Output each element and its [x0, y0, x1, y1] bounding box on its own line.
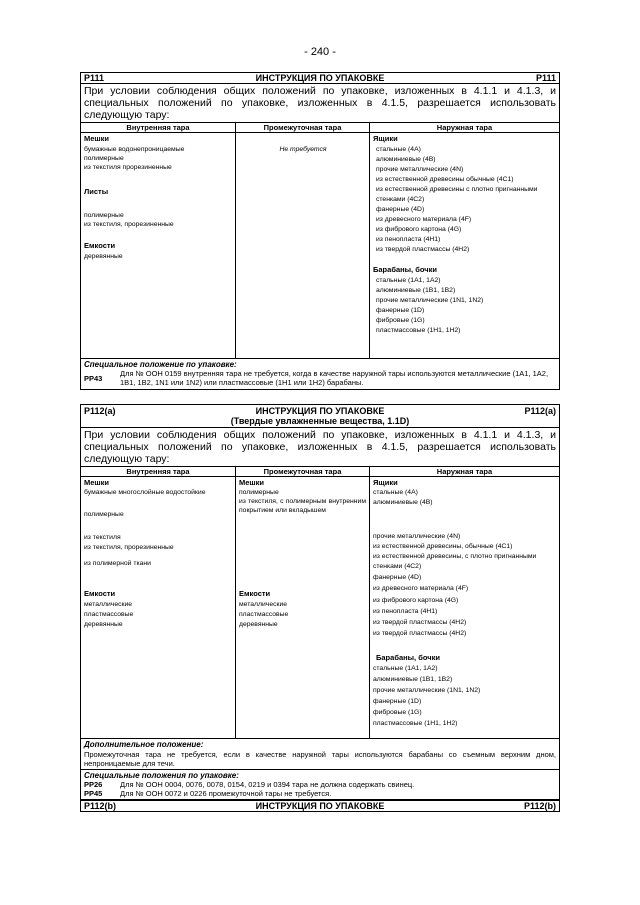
list-item: полимерные	[239, 489, 279, 496]
list-item: бумажные водонепроницаемые	[84, 146, 185, 153]
list-item: фанерные (1D)	[373, 698, 422, 705]
p112b-code-left: P112(b)	[84, 801, 117, 811]
provision-code: PP26	[84, 780, 103, 789]
p111-inner-receptacles-title: Емкости	[84, 241, 116, 250]
p112a-special-pp45	[81, 789, 559, 798]
p111-code-right: P111	[535, 73, 556, 83]
p112a-col-inner: Внутренняя тара	[81, 467, 236, 476]
p111-col-inner: Внутренняя тара	[81, 123, 236, 132]
p112a-inner-cell	[81, 477, 236, 738]
p112a-header	[81, 405, 559, 428]
list-item: деревянные	[239, 621, 278, 628]
list-item: металлические	[84, 601, 133, 608]
p112a-additional-text: Промежуточная тара не требуется, если в качестве наружной тары используются барабаны со съемным верхним дном, непроницаемые для течи.	[84, 750, 556, 768]
p112a-additional-section	[81, 739, 559, 770]
provision-text: Для № ООН 0004, 0076, 0078, 0154, 0219 и 0394 тара не должна содержать свинец.	[120, 780, 415, 789]
list-item: бумажные многослойные водостойкие	[84, 489, 206, 496]
p112b-title: ИНСТРУКЦИЯ ПО УПАКОВКЕ	[255, 801, 385, 811]
p111-intro: При условии соблюдения общих положений по упаковке, изложенных в 4.1.1 и 4.1.3, и специальных положений по упаковке, изложенных в 4.1.5, разрешается использовать следующую тару:	[81, 84, 559, 123]
p111-body	[81, 133, 559, 359]
p112a-subtitle: (Твердые увлажненные вещества, 1.1D)	[230, 416, 410, 426]
p111-inner-sheets-title: Листы	[84, 187, 109, 196]
p112a-intermediate-bags-title: Мешки	[239, 478, 265, 487]
p112a-title: ИНСТРУКЦИЯ ПО УПАКОВКЕ	[255, 406, 385, 416]
p112a-code-right: P112(a)	[524, 406, 556, 416]
p112a-outer-drums-title: Барабаны, бочки	[376, 653, 440, 662]
list-item: из полимерной ткани	[84, 560, 151, 567]
list-item: алюминиевые (4В)	[376, 156, 436, 163]
p112a-inner-bags-title: Мешки	[84, 478, 110, 487]
list-item: стальные (1А1, 1А2)	[373, 665, 438, 672]
list-item: стенками (4С2)	[373, 563, 422, 570]
list-item: фибровые (1G)	[373, 709, 422, 716]
p112a-intro: При условии соблюдения общих положений по упаковке, изложенных в 4.1.1 и 4.1.3, и специальных положений по упаковке, изложенных в 4.1.5, разрешается использовать следующую тару:	[81, 428, 559, 467]
p111-intermediate-value: Не требуется	[279, 146, 327, 153]
p111-special-title: Специальное положение по упаковке:	[84, 360, 237, 369]
list-item: из фибрового картона (4G)	[376, 226, 462, 233]
p112a-special-title: Специальные положения по упаковке:	[84, 771, 239, 780]
list-item: из древесного материала (4F)	[376, 216, 472, 223]
list-item: из текстиля, с полимерным внутренним покрытием или вкладышем	[239, 498, 366, 514]
p112b-code-right: P112(b)	[523, 801, 556, 811]
p111-intermediate-cell	[236, 133, 370, 358]
list-item: металлические	[239, 601, 288, 608]
list-item: стальные (4А)	[376, 146, 421, 153]
list-item: из текстиля, прорезиненные	[84, 221, 174, 228]
p111-code-left: P111	[84, 73, 105, 83]
list-item: стенками (4С2)	[376, 196, 425, 203]
p112a-inner-receptacles-title: Емкости	[84, 589, 116, 598]
p111-special-pp43	[81, 369, 559, 389]
provision-code: PP45	[84, 789, 103, 798]
p112b-header	[81, 800, 559, 811]
list-item: из естественной древесины обычные (4С1)	[376, 176, 514, 183]
list-item: из естественной древесины, обычные (4С1)	[373, 543, 513, 550]
list-item: из естественной древесины, с плотно пригнанными	[373, 553, 537, 560]
list-item: пластмассовые (1Н1, 1Н2)	[376, 327, 461, 334]
provision-text: Для № ООН 0072 и 0226 промежуточной тары не требуется.	[120, 789, 332, 798]
list-item: стальные (1А1, 1А2)	[376, 277, 441, 284]
p111-inner-cell	[81, 133, 236, 358]
p112a-intermediate-cell	[236, 477, 370, 738]
list-item: прочие металлические (1N1, 1N2)	[376, 297, 484, 304]
list-item: из твердой пластмассы (4H2)	[376, 246, 470, 253]
list-item: из древесного материала (4F)	[373, 585, 469, 592]
p112a-additional-title: Дополнительное положение:	[84, 740, 204, 749]
list-item: из твердой пластмассы (4H2)	[373, 619, 467, 626]
list-item: из твердой пластмассы (4H2)	[373, 630, 467, 637]
page-number: - 240 -	[304, 46, 336, 58]
p111-special-section	[81, 359, 559, 389]
list-item: из текстиля прорезиненные	[84, 164, 172, 171]
list-item: пластмассовые	[84, 611, 134, 618]
list-item: из пенопласта (4H1)	[373, 608, 438, 615]
list-item: из текстиля, прорезиненные	[84, 544, 174, 551]
p112a-outer-cell	[370, 477, 559, 738]
p111-col-intermediate: Промежуточная тара	[236, 123, 370, 132]
p111-outer-drums-title: Барабаны, бочки	[373, 265, 437, 274]
provision-code: PP43	[84, 374, 103, 383]
list-item: фибровые (1G)	[376, 317, 425, 324]
p111-header	[81, 73, 559, 84]
p112a-special-pp26	[81, 780, 559, 789]
p112a-table	[80, 404, 560, 812]
p111-outer-boxes-title: Ящики	[373, 134, 398, 143]
p112a-col-outer: Наружная тара	[436, 467, 493, 476]
list-item: прочие металлические (4N)	[373, 533, 461, 540]
p112a-special-section	[81, 770, 559, 800]
p112a-intermediate-receptacles-title: Емкости	[239, 589, 271, 598]
list-item: алюминиевые (4В)	[373, 499, 433, 506]
list-item: деревянные	[84, 621, 123, 628]
list-item: стальные (4А)	[373, 489, 418, 496]
p112a-col-intermediate: Промежуточная тара	[236, 467, 370, 476]
list-item: прочие металлические (4N)	[376, 166, 464, 173]
p111-col-outer: Наружная тара	[436, 123, 493, 132]
p111-title: ИНСТРУКЦИЯ ПО УПАКОВКЕ	[255, 73, 385, 83]
list-item: полимерные	[84, 155, 124, 162]
p112a-body	[81, 477, 559, 739]
list-item: из фибрового картона (4G)	[373, 597, 459, 604]
list-item: из естественной древесины с плотно пригнанными	[376, 186, 538, 193]
provision-text: Для № ООН 0159 внутренняя тара не требуется, когда в качестве наружной тары используются металлические (1А1, 1А2, 1В1, 1В2, 1N1 или 1N2) или пластмассовые (1Н1 или 1Н2) барабаны.	[120, 369, 549, 387]
list-item: полимерные	[84, 511, 124, 518]
list-item: алюминиевые (1В1, 1В2)	[376, 287, 456, 294]
p112a-code-left: P112(a)	[84, 406, 116, 416]
p112a-column-headers	[81, 467, 559, 477]
list-item: алюминиевые (1В1, 1В2)	[373, 676, 453, 683]
list-item: из текстиля	[84, 534, 121, 541]
list-item: фанерные (4D)	[373, 574, 422, 581]
list-item: прочие металлические (1N1, 1N2)	[373, 687, 481, 694]
list-item: деревянные	[84, 253, 123, 260]
p112a-outer-boxes-title: Ящики	[373, 478, 398, 487]
p111-inner-bags-title: Мешки	[84, 134, 110, 143]
p111-outer-cell	[370, 133, 559, 358]
list-item: фанерные (1D)	[376, 307, 425, 314]
p111-table	[80, 72, 560, 390]
list-item: фанерные (4D)	[376, 206, 425, 213]
list-item: пластмассовые	[239, 611, 289, 618]
p111-column-headers	[81, 123, 559, 133]
list-item: полимерные	[84, 212, 124, 219]
list-item: из пенопласта (4H1)	[376, 236, 441, 243]
list-item: пластмассовые (1Н1, 1Н2)	[373, 720, 458, 727]
